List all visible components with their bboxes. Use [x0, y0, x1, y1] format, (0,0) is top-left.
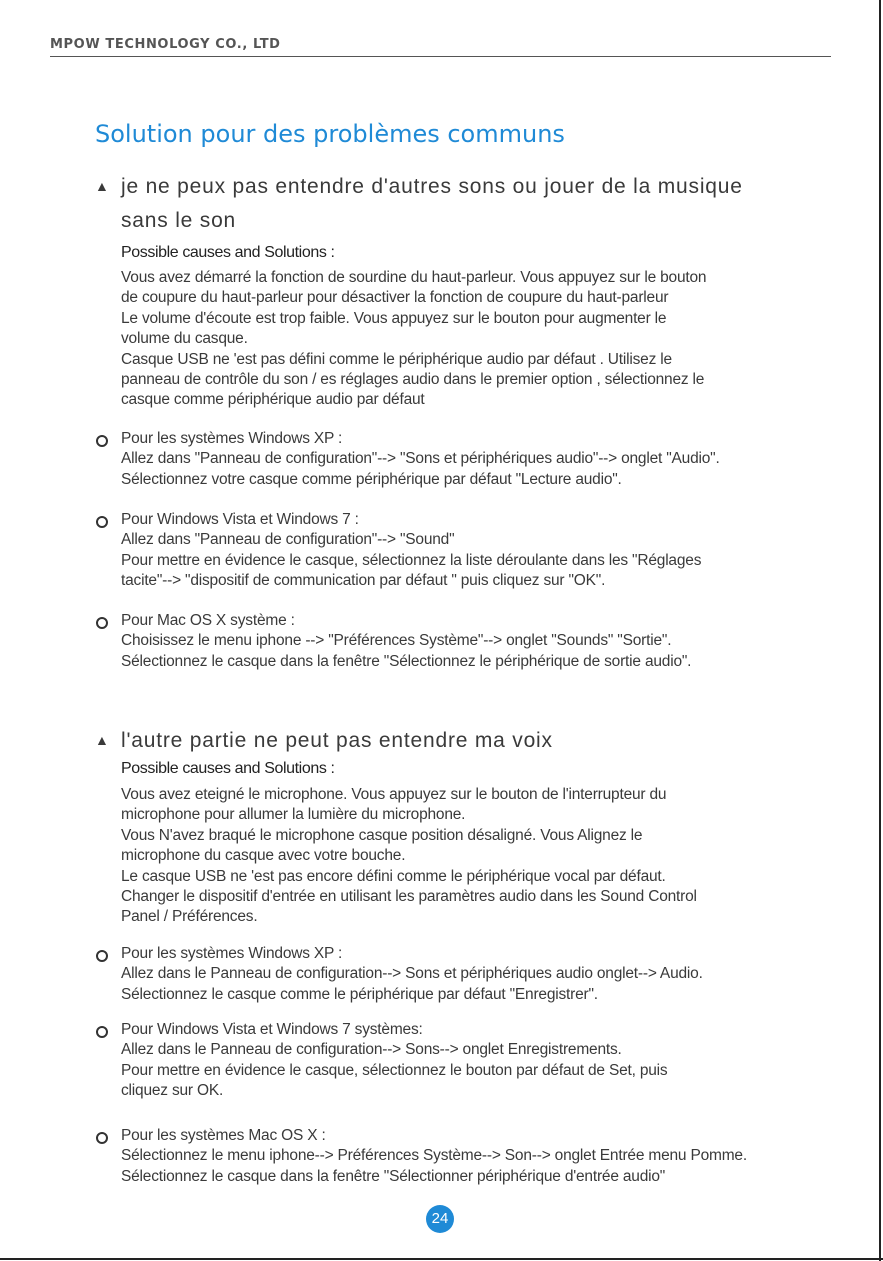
paragraph-line: Allez dans "Panneau de configuration"--> "Sons et périphériques audio"--> onglet "Audio". [121, 450, 720, 468]
section-title-line: je ne peux pas entendre d'autres sons ou jouer de la musique [121, 175, 743, 198]
section-intro [121, 268, 841, 411]
paragraph-line: Pour mettre en évidence le casque, sélectionnez le bouton par défaut de Set, puis [121, 1061, 668, 1079]
header-rule [50, 56, 831, 57]
section-title-line: l'autre partie ne peut pas entendre ma voix [121, 729, 553, 752]
circle-bullet-icon [96, 435, 108, 447]
circle-bullet-icon [96, 516, 108, 528]
bullet-item [121, 1126, 841, 1187]
paragraph-line: Pour les systèmes Windows XP : [121, 945, 343, 962]
paragraph-line: microphone pour allumer la lumière du microphone. [121, 806, 466, 824]
paragraph-line: Pour les systèmes Windows XP : [121, 430, 343, 447]
paragraph-line: Pour Windows Vista et Windows 7 systèmes: [121, 1021, 423, 1038]
paragraph-line: volume du casque. [121, 330, 248, 348]
paragraph-line: casque comme périphérique audio par défaut [121, 391, 425, 409]
paragraph-line: Vous avez eteigné le microphone. Vous appuyez sur le bouton de l'interrupteur du [121, 786, 667, 803]
section-1-title [95, 169, 815, 238]
paragraph-line: Casque USB ne 'est pas défini comme le périphérique audio par défaut . Utilisez le [121, 350, 672, 368]
causes-label: Possible causes and Solutions : [121, 760, 335, 777]
page-edge [879, 0, 881, 1261]
causes-label: Possible causes and Solutions : [121, 244, 335, 261]
paragraph-line: Allez dans le Panneau de configuration--> Sons--> onglet Enregistrements. [121, 1041, 622, 1059]
paragraph-line: Allez dans "Panneau de configuration"--> "Sound" [121, 531, 455, 549]
section-intro [121, 785, 841, 928]
paragraph-line: panneau de contrôle du son / es réglages audio dans le premier option , sélectionnez le [121, 371, 705, 389]
section-title-line: sans le son [121, 209, 237, 232]
paragraph-line: Sélectionnez le casque dans la fenêtre "Sélectionnez le périphérique de sortie audio". [121, 652, 692, 670]
paragraph-line: de coupure du haut-parleur pour désactiver la fonction de coupure du haut-parleur [121, 289, 669, 307]
bullet-item [121, 611, 841, 672]
bullet-item [121, 510, 841, 592]
paragraph-line: Allez dans le Panneau de configuration--> Sons et périphériques audio onglet--> Audio. [121, 965, 703, 983]
paragraph-line: Le volume d'écoute est trop faible. Vous appuyez sur le bouton pour augmenter le [121, 309, 667, 327]
bullet-item [121, 429, 841, 490]
bullet-item [121, 1020, 841, 1102]
paragraph-line: Le casque USB ne 'est pas encore défini comme le périphérique vocal par défaut. [121, 867, 666, 885]
paragraph-line: microphone du casque avec votre bouche. [121, 847, 406, 865]
triangle-bullet-icon: ▲ [95, 178, 110, 194]
paragraph-line: Pour Mac OS X système : [121, 612, 295, 629]
paragraph-line: Sélectionnez le casque dans la fenêtre "Sélectionner périphérique d'entrée audio" [121, 1167, 666, 1185]
triangle-bullet-icon: ▲ [95, 732, 110, 748]
paragraph-line: Pour Windows Vista et Windows 7 : [121, 511, 359, 528]
page-title: Solution pour des problèmes communs [95, 120, 565, 148]
section-2-title [95, 723, 815, 758]
paragraph-line: Pour les systèmes Mac OS X : [121, 1127, 326, 1144]
paragraph-line: Vous avez démarré la fonction de sourdine du haut-parleur. Vous appuyez sur le bouton [121, 269, 707, 286]
header-company: MPOW TECHNOLOGY CO., LTD [50, 37, 281, 52]
paragraph-line: cliquez sur OK. [121, 1082, 224, 1100]
page-number: 24 [426, 1205, 454, 1233]
paragraph-line: Pour mettre en évidence le casque, sélectionnez la liste déroulante dans les "Réglages [121, 551, 702, 569]
paragraph-line: Vous N'avez braqué le microphone casque position désaligné. Vous Alignez le [121, 826, 643, 844]
footer-rule [0, 1258, 883, 1260]
paragraph-line: Sélectionnez votre casque comme périphérique par défaut "Lecture audio". [121, 470, 622, 488]
circle-bullet-icon [96, 617, 108, 629]
paragraph-line: tacite"--> "dispositif de communication par défaut " puis cliquez sur "OK". [121, 572, 606, 590]
paragraph-line: Sélectionnez le casque comme le périphérique par défaut "Enregistrer". [121, 985, 598, 1003]
paragraph-line: Choisissez le menu iphone --> "Préférences Système"--> onglet "Sounds" "Sortie". [121, 632, 672, 650]
circle-bullet-icon [96, 1132, 108, 1144]
paragraph-line: Sélectionnez le menu iphone--> Préférences Système--> Son--> onglet Entrée menu Pomme. [121, 1147, 747, 1165]
circle-bullet-icon [96, 950, 108, 962]
paragraph-line: Changer le dispositif d'entrée en utilisant les paramètres audio dans les Sound Control [121, 888, 697, 906]
bullet-item [121, 944, 841, 1005]
paragraph-line: Panel / Préférences. [121, 908, 258, 926]
circle-bullet-icon [96, 1026, 108, 1038]
